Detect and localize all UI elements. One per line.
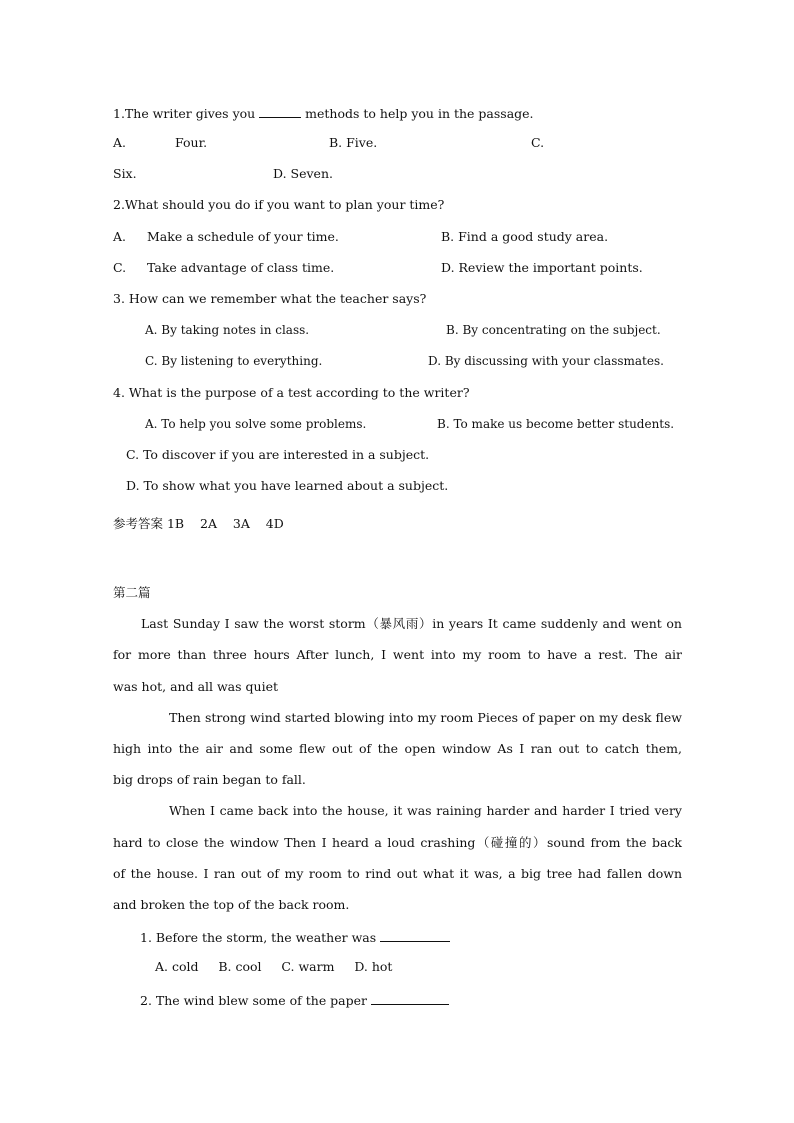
option-a-text: Make a schedule of your time. xyxy=(147,229,339,244)
option-c: C. To discover if you are interested in a subject. xyxy=(126,447,430,462)
question-text: 1.The writer gives you xyxy=(113,106,260,121)
section-title: 第二篇 xyxy=(113,585,151,600)
option-d: D. Seven. xyxy=(273,166,333,181)
answer-blank xyxy=(371,993,449,1005)
answer-blank xyxy=(380,930,450,942)
question-text: 1. Before the storm, the weather was xyxy=(140,930,381,945)
passage-line: high into the air and some flew out of the open window As I ran out to catch them, xyxy=(113,741,682,756)
option-c-text: Take advantage of class time. xyxy=(147,260,335,275)
question-3-stem: 3. How can we remember what the teacher says? xyxy=(113,291,427,306)
answer-blank xyxy=(259,106,301,118)
passage-question-1-options: A. cold B. cool C. warm D. hot xyxy=(155,959,393,974)
passage-line: big drops of rain began to fall. xyxy=(113,772,306,787)
option-a: A. By taking notes in class. xyxy=(145,323,310,337)
passage-line: for more than three hours After lunch, I went into my room to have a rest. The air xyxy=(113,647,682,662)
passage-question-1 xyxy=(140,930,450,945)
option-a-label: A. xyxy=(113,135,127,150)
option-a-label: A. xyxy=(113,229,127,244)
passage-line: Last Sunday I saw the worst storm（暴风雨）in years It came suddenly and went on xyxy=(141,616,682,631)
option-c-text: Six. xyxy=(113,166,137,181)
option-b: B. To make us become better students. xyxy=(437,417,675,431)
passage-line: hard to close the window Then I heard a loud crashing（碰撞的）sound from the back xyxy=(113,835,682,850)
question-2-stem: 2.What should you do if you want to plan your time? xyxy=(113,197,445,212)
question-text: 2. The wind blew some of the paper xyxy=(140,993,371,1008)
passage-question-2 xyxy=(140,993,449,1008)
passage-line: and broken the top of the back room. xyxy=(113,897,350,912)
option-c-label: C. xyxy=(113,260,127,275)
passage-line: When I came back into the house, it was raining harder and harder I tried very xyxy=(169,803,682,818)
answer-key: 参考答案 1B 2A 3A 4D xyxy=(113,516,284,531)
option-d: D. Review the important points. xyxy=(441,260,643,275)
option-b: B. Find a good study area. xyxy=(441,229,609,244)
option-c-label: C. xyxy=(531,135,545,150)
option-a: A. To help you solve some problems. xyxy=(145,417,367,431)
option-b: B. By concentrating on the subject. xyxy=(446,323,661,337)
question-text: methods to help you in the passage. xyxy=(301,106,534,121)
question-4-stem: 4. What is the purpose of a test according to the writer? xyxy=(113,385,470,400)
option-c: C. By listening to everything. xyxy=(145,354,323,368)
passage-line: Then strong wind started blowing into my room Pieces of paper on my desk flew xyxy=(169,710,682,725)
question-1-stem xyxy=(113,106,534,121)
option-d: D. By discussing with your classmates. xyxy=(428,354,664,368)
option-a-text: Four. xyxy=(175,135,208,150)
option-b: B. Five. xyxy=(329,135,378,150)
passage-line: was hot, and all was quiet xyxy=(113,679,278,694)
passage-line: of the house. I ran out of my room to rind out what it was, a big tree had fallen down xyxy=(113,866,682,881)
option-d: D. To show what you have learned about a subject. xyxy=(126,478,449,493)
